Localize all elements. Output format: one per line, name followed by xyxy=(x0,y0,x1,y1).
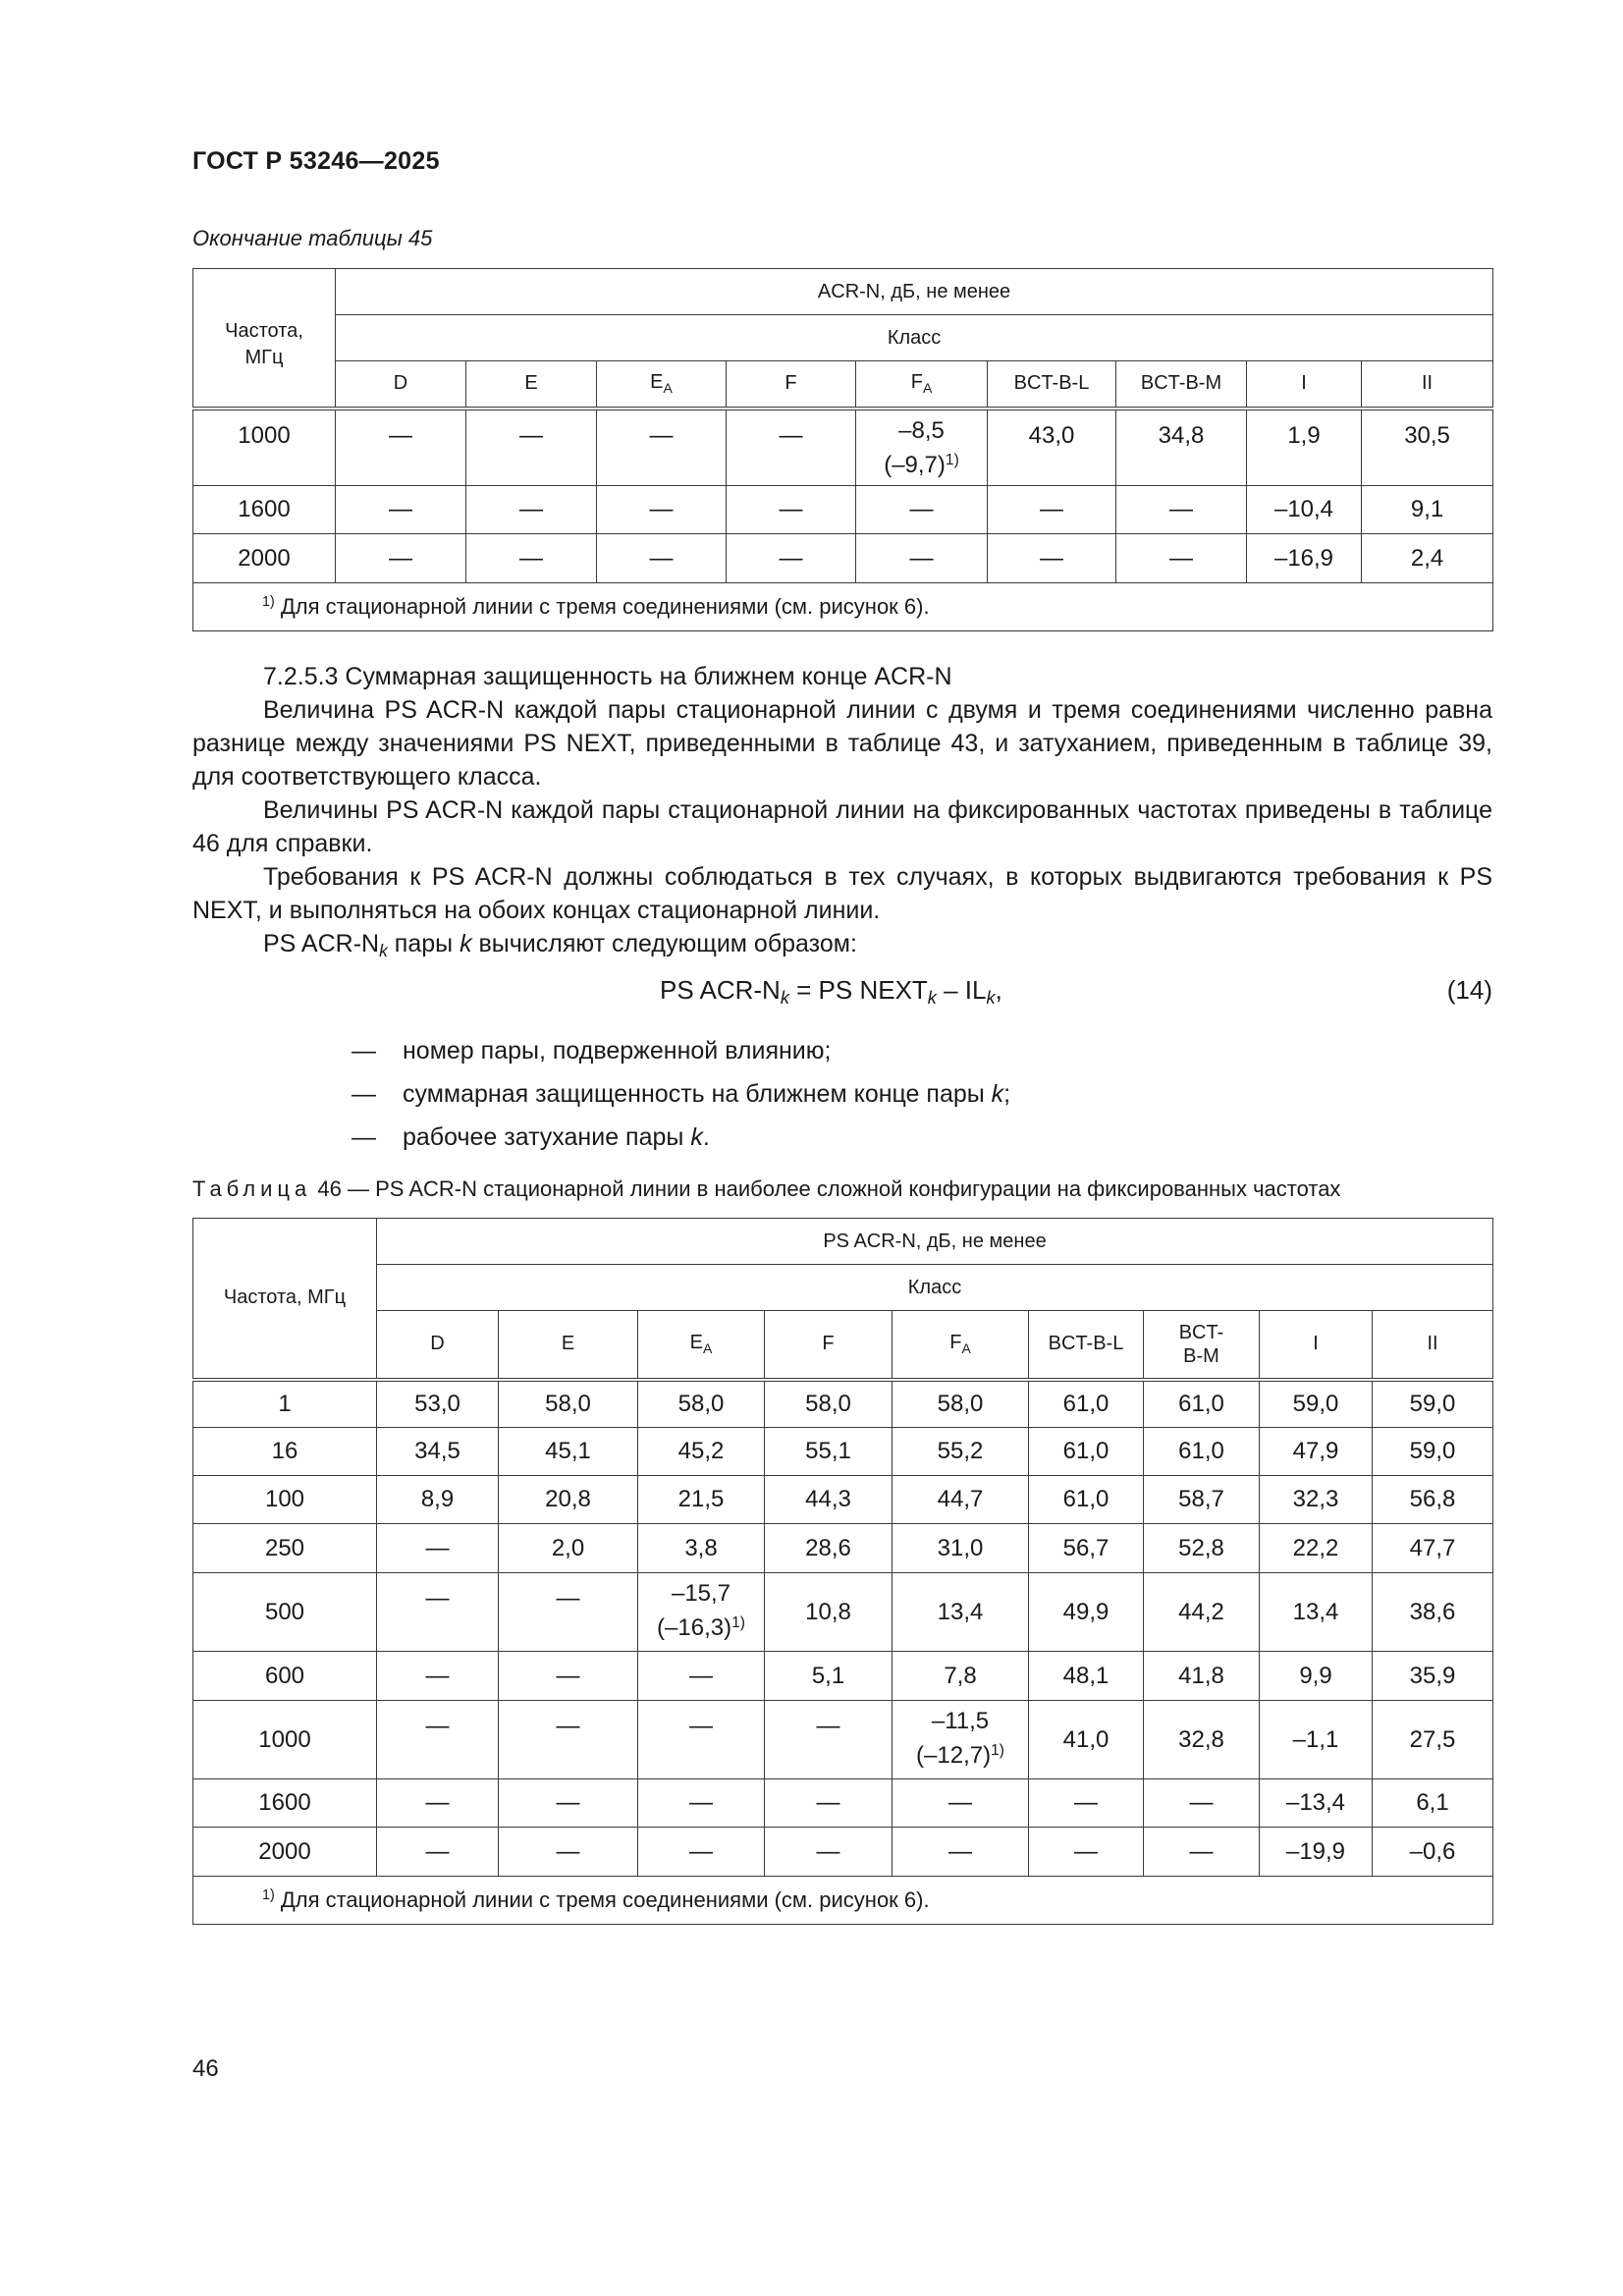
value-cell: — xyxy=(638,1652,765,1701)
value-cell: 58,0 xyxy=(893,1380,1029,1428)
footnote-ref: 1) xyxy=(991,1742,1004,1759)
value-cell: 61,0 xyxy=(1144,1380,1260,1428)
freq-cell: 2000 xyxy=(193,1828,377,1877)
value-cell: 52,8 xyxy=(1144,1524,1260,1573)
col-header-f: F xyxy=(765,1311,893,1380)
freq-cell: 500 xyxy=(193,1573,377,1652)
value-cell: — xyxy=(1144,1828,1260,1877)
value-cell: — xyxy=(377,1573,499,1652)
col-header-bct-b-l: BCT-B-L xyxy=(1029,1311,1144,1380)
table-46 xyxy=(192,1218,1493,1925)
value-cell: 2,4 xyxy=(1362,534,1493,583)
value-cell: 8,9 xyxy=(377,1476,499,1524)
col-header-ea: $E_A$ xyxy=(638,1311,765,1380)
value-cell: 53,0 xyxy=(377,1380,499,1428)
col-header-fa: $F_A$ xyxy=(893,1311,1029,1380)
value-cell: — xyxy=(499,1652,638,1701)
value-cell: — xyxy=(499,1701,638,1779)
table-46-class-header: Класс xyxy=(377,1265,1493,1311)
value-cell: 55,1 xyxy=(765,1428,893,1476)
footnote-ref: 1) xyxy=(945,451,959,468)
value-cell: — xyxy=(377,1524,499,1573)
formula-14 xyxy=(192,975,1492,1011)
col-header-ii: II xyxy=(1373,1311,1493,1380)
value-cell: — xyxy=(499,1779,638,1828)
value-cell: 28,6 xyxy=(765,1524,893,1573)
value-cell: — xyxy=(988,534,1116,583)
value-cell: — xyxy=(856,534,988,583)
col-header-fa: $F_A$ xyxy=(856,361,988,409)
col-header-e: E xyxy=(499,1311,638,1380)
table-row xyxy=(193,1652,1493,1701)
page-header: ГОСТ Р 53246—2025 xyxy=(192,147,440,175)
value-cell: 41,8 xyxy=(1144,1652,1260,1701)
table-46-group-header: PS ACR-N, дБ, не менее xyxy=(377,1219,1493,1265)
value-cell: 32,8 xyxy=(1144,1701,1260,1779)
freq-cell: 1000 xyxy=(193,1701,377,1779)
value-cell: 9,9 xyxy=(1260,1652,1373,1701)
value-cell: 59,0 xyxy=(1260,1380,1373,1428)
value-cell: 61,0 xyxy=(1029,1428,1144,1476)
freq-cell: 16 xyxy=(193,1428,377,1476)
value-cell: 48,1 xyxy=(1029,1652,1144,1701)
col-header-f: F xyxy=(727,361,856,409)
table-45-footnote: $^{1)}$ Для стационарной линии с тремя соединениями (см. рисунок 6). xyxy=(193,583,1493,631)
value-cell: 35,9 xyxy=(1373,1652,1493,1701)
value-cell: — xyxy=(727,409,856,486)
table-45 xyxy=(192,268,1493,631)
value-cell: 32,3 xyxy=(1260,1476,1373,1524)
table-45-class-header: Класс xyxy=(336,315,1493,361)
section-text xyxy=(192,660,1492,967)
value-cell: — xyxy=(1144,1779,1260,1828)
paragraph: Величина PS ACR-N каждой пары стационарной линии с двумя и тремя соединениями численно равна разнице между значениями PS NEXT, приведенными в таблице 43, и затуханием, приведенным в таблице 39, для соответствующего класса. xyxy=(192,696,1492,791)
paragraph: Величины PS ACR-N каждой пары стационарной линии на фиксированных частотах приведены в таблице 46 для справки. xyxy=(192,796,1492,857)
value-cell: –10,4 xyxy=(1247,486,1362,534)
value-cell: –16,9 xyxy=(1247,534,1362,583)
value-cell: –19,9 xyxy=(1260,1828,1373,1877)
col-header-i: I xyxy=(1247,361,1362,409)
value-cell: 55,2 xyxy=(893,1428,1029,1476)
value-cell: 59,0 xyxy=(1373,1428,1493,1476)
value-cell: 58,0 xyxy=(499,1380,638,1428)
value-cell: 61,0 xyxy=(1029,1380,1144,1428)
value-cell: 58,0 xyxy=(765,1380,893,1428)
table-row xyxy=(193,409,1493,486)
value-cell: 59,0 xyxy=(1373,1380,1493,1428)
value-cell: –11,5 $(-12,7)^{1)}$ xyxy=(893,1701,1029,1779)
value-cell: — xyxy=(638,1828,765,1877)
col-header-bct-b-l: BCT-B-L xyxy=(988,361,1116,409)
value-cell: 22,2 xyxy=(1260,1524,1373,1573)
value-cell: 43,0 xyxy=(988,409,1116,486)
table-row xyxy=(193,1779,1493,1828)
table-row xyxy=(193,1573,1493,1652)
table-row xyxy=(193,1428,1493,1476)
value-cell: 41,0 xyxy=(1029,1701,1144,1779)
value-cell: 47,7 xyxy=(1373,1524,1493,1573)
value-cell: 10,8 xyxy=(765,1573,893,1652)
value-cell: — xyxy=(466,534,597,583)
value-cell: 21,5 xyxy=(638,1476,765,1524)
value-cell: 49,9 xyxy=(1029,1573,1144,1652)
value-cell: –0,6 xyxy=(1373,1828,1493,1877)
legend-description: рабочее затухание пары k. xyxy=(403,1123,710,1151)
value-cell: –15,7 $(-16,3)^{1)}$ xyxy=(638,1573,765,1652)
value-cell: 56,8 xyxy=(1373,1476,1493,1524)
value-cell: 34,5 xyxy=(377,1428,499,1476)
table-row xyxy=(193,534,1493,583)
value-cell: — xyxy=(377,1779,499,1828)
col-header-i: I xyxy=(1260,1311,1373,1380)
value-cell: 58,7 xyxy=(1144,1476,1260,1524)
value-cell: — xyxy=(1029,1779,1144,1828)
col-header-bct-b-m: BCT- B-M xyxy=(1144,1311,1260,1380)
table-row xyxy=(193,1380,1493,1428)
table-45-continuation-caption: Окончание таблицы 45 xyxy=(192,226,433,250)
section-heading: 7.2.5.3 Суммарная защищенность на ближнем конце ACR-N xyxy=(263,663,952,690)
value-cell: 13,4 xyxy=(1260,1573,1373,1652)
value-cell: — xyxy=(597,534,727,583)
col-header-d: D xyxy=(377,1311,499,1380)
value-cell: 13,4 xyxy=(893,1573,1029,1652)
table-row xyxy=(193,1701,1493,1779)
value-cell: — xyxy=(765,1701,893,1779)
col-header-ea: $E_A$ xyxy=(597,361,727,409)
freq-cell: 2000 xyxy=(193,534,336,583)
value-cell: 61,0 xyxy=(1144,1428,1260,1476)
value-cell: — xyxy=(597,486,727,534)
value-cell: — xyxy=(638,1701,765,1779)
value-cell: — xyxy=(893,1828,1029,1877)
legend-description: суммарная защищенность на ближнем конце пары k; xyxy=(403,1080,1011,1108)
col-header-ii: II xyxy=(1362,361,1493,409)
value-cell: — xyxy=(765,1828,893,1877)
value-cell: — xyxy=(466,409,597,486)
freq-cell: 600 xyxy=(193,1652,377,1701)
col-header-d: D xyxy=(336,361,466,409)
value-cell: — xyxy=(377,1828,499,1877)
footnote-ref: 1) xyxy=(731,1614,745,1631)
legend-dash: — xyxy=(352,1080,376,1108)
value-cell: 7,8 xyxy=(893,1652,1029,1701)
freq-cell: 100 xyxy=(193,1476,377,1524)
value-cell: 20,8 xyxy=(499,1476,638,1524)
value-cell: 6,1 xyxy=(1373,1779,1493,1828)
value-cell: — xyxy=(336,486,466,534)
value-cell: 58,0 xyxy=(638,1380,765,1428)
value-cell: — xyxy=(1116,534,1247,583)
value-cell: — xyxy=(597,409,727,486)
table-row xyxy=(193,1524,1493,1573)
table-45-freq-header: Частота, МГц xyxy=(193,269,336,409)
value-cell: 34,8 xyxy=(1116,409,1247,486)
value-cell: — xyxy=(466,486,597,534)
legend-dash: — xyxy=(352,1123,376,1151)
value-cell: 44,7 xyxy=(893,1476,1029,1524)
value-cell: 5,1 xyxy=(765,1652,893,1701)
value-cell: — xyxy=(727,486,856,534)
col-header-bct-b-m: BCT-B-M xyxy=(1116,361,1247,409)
freq-cell: 1600 xyxy=(193,486,336,534)
legend-dash: — xyxy=(352,1037,376,1065)
value-cell: — xyxy=(1116,486,1247,534)
formula-number: (14) xyxy=(1446,975,1492,1005)
value-cell: — xyxy=(336,534,466,583)
value-cell: 30,5 xyxy=(1362,409,1493,486)
freq-cell: 1600 xyxy=(193,1779,377,1828)
page-number: 46 xyxy=(192,2055,219,2082)
value-cell: 27,5 xyxy=(1373,1701,1493,1779)
value-cell: 56,7 xyxy=(1029,1524,1144,1573)
value-cell: 44,2 xyxy=(1144,1573,1260,1652)
value-cell: — xyxy=(377,1701,499,1779)
value-cell: 45,2 xyxy=(638,1428,765,1476)
value-cell: — xyxy=(988,486,1116,534)
table-row xyxy=(193,1476,1493,1524)
table-45-group-header: ACR-N, дБ, не менее xyxy=(336,269,1493,315)
value-cell: — xyxy=(893,1779,1029,1828)
freq-cell: 1 xyxy=(193,1380,377,1428)
table-46-caption: Таблица 46 — PS ACR-N стационарной линии в наиболее сложной конфигурации на фиксированных частотах xyxy=(192,1176,1341,1201)
table-46-freq-header: Частота, МГц xyxy=(193,1219,377,1380)
freq-cell: 1000 xyxy=(193,409,336,486)
value-cell: 45,1 xyxy=(499,1428,638,1476)
freq-cell: 250 xyxy=(193,1524,377,1573)
table-row xyxy=(193,486,1493,534)
value-cell: — xyxy=(499,1573,638,1652)
table-46-footnote: $^{1)}$ Для стационарной линии с тремя соединениями (см. рисунок 6). xyxy=(193,1877,1493,1925)
value-cell: –13,4 xyxy=(1260,1779,1373,1828)
value-cell: 44,3 xyxy=(765,1476,893,1524)
value-cell: –1,1 xyxy=(1260,1701,1373,1779)
value-cell: — xyxy=(377,1652,499,1701)
value-cell: 2,0 xyxy=(499,1524,638,1573)
value-cell: — xyxy=(765,1779,893,1828)
table-row xyxy=(193,1828,1493,1877)
value-cell: — xyxy=(336,409,466,486)
value-cell: — xyxy=(727,534,856,583)
value-cell: 61,0 xyxy=(1029,1476,1144,1524)
value-cell: 38,6 xyxy=(1373,1573,1493,1652)
col-header-e: E xyxy=(466,361,597,409)
value-cell: 3,8 xyxy=(638,1524,765,1573)
value-cell: — xyxy=(638,1779,765,1828)
paragraph: Требования к PS ACR-N должны соблюдаться в тех случаях, в которых выдвигаются требования к PS NEXT, и выполняться на обоих концах стационарной линии. xyxy=(192,863,1492,924)
value-cell: 1,9 xyxy=(1247,409,1362,486)
value-cell: — xyxy=(856,486,988,534)
paragraph: PS ACR-$N_k$ пары k вычисляют следующим образом: xyxy=(263,930,857,960)
value-cell: — xyxy=(499,1828,638,1877)
value-cell: 47,9 xyxy=(1260,1428,1373,1476)
value-cell: 31,0 xyxy=(893,1524,1029,1573)
value-cell: — xyxy=(1029,1828,1144,1877)
value-cell: –8,5 $(-9,7)^{1)}$ xyxy=(856,409,988,486)
value-cell: 9,1 xyxy=(1362,486,1493,534)
legend-description: номер пары, подверженной влиянию; xyxy=(403,1037,832,1065)
formula-expression: PS ACR-$N_k$ = PS $NEXT_k - IL_k$, xyxy=(660,975,1002,1008)
